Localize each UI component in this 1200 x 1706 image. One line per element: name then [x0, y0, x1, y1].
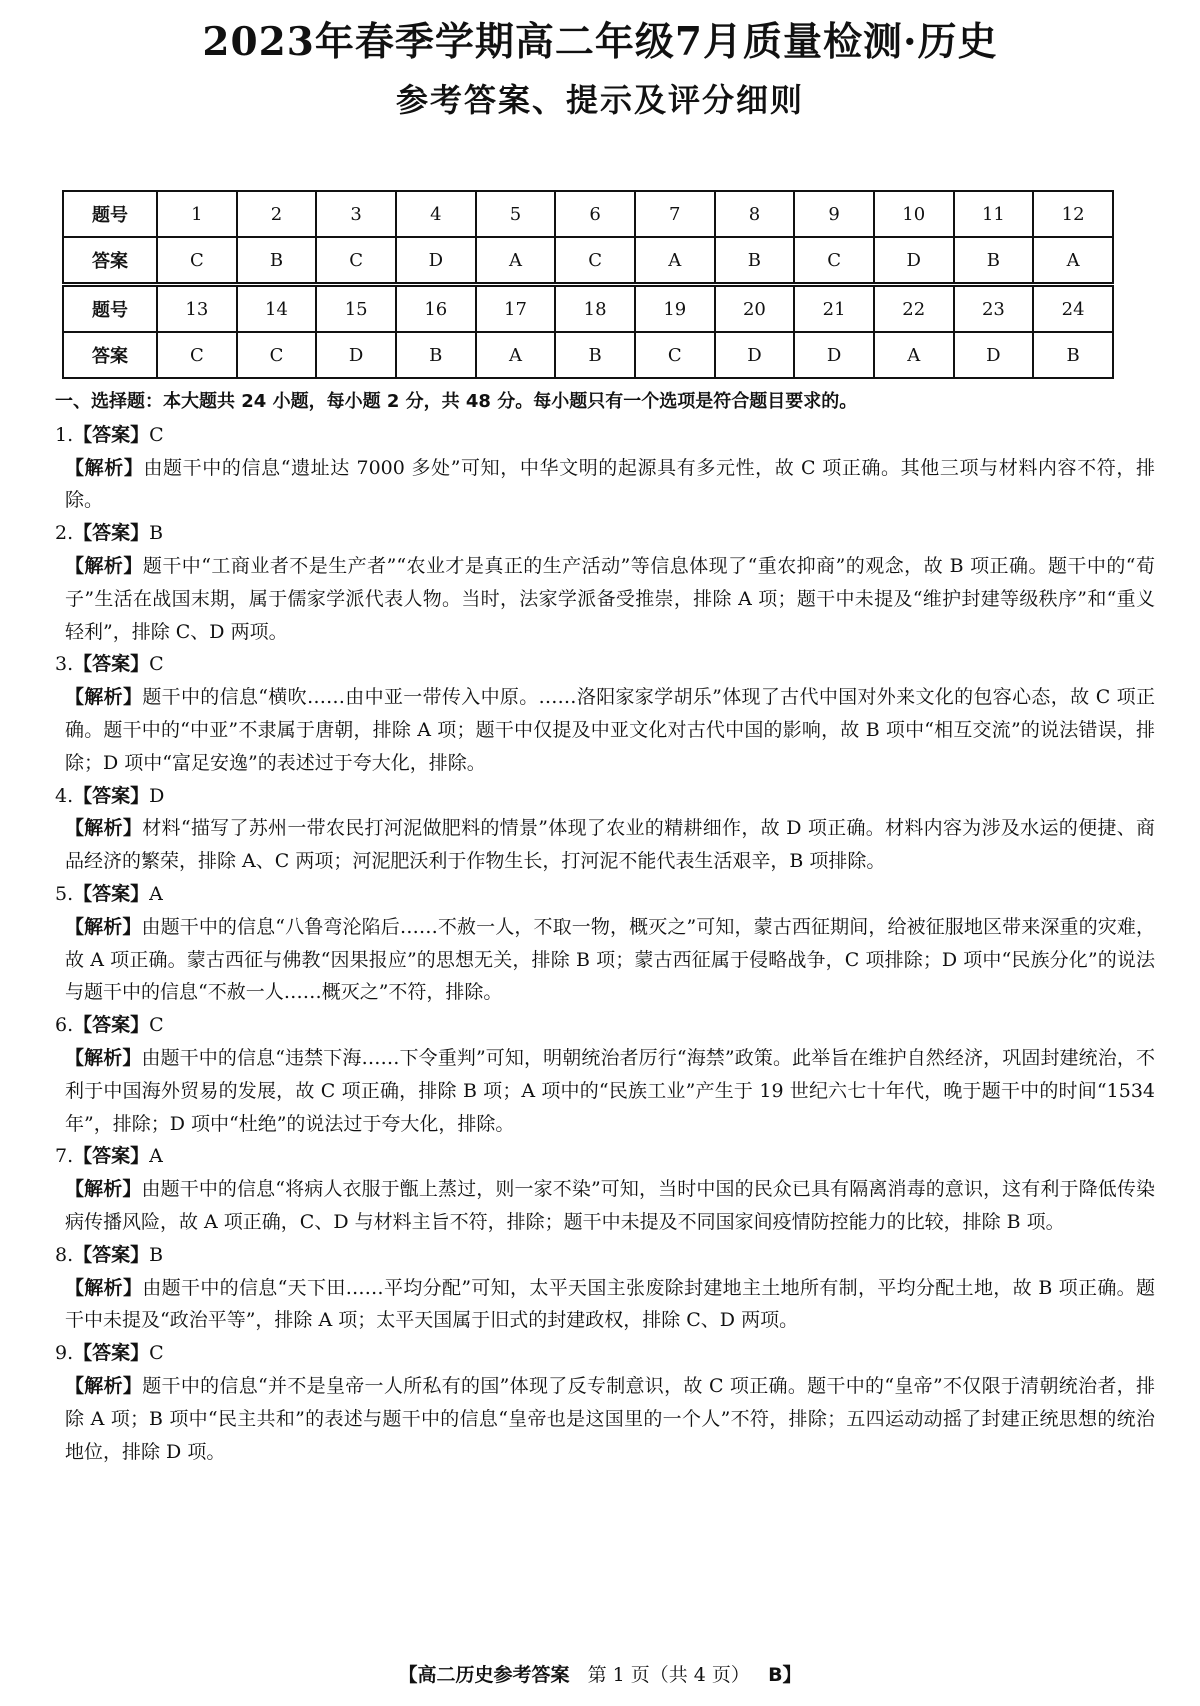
- analysis-tag: 【解析】: [65, 456, 144, 479]
- footer-left: 【高二历史参考答案: [398, 1664, 570, 1686]
- table-row-nums-1: [63, 191, 1113, 237]
- answer-value: A: [149, 1145, 163, 1168]
- analysis-content: 由题干中的信息“遗址达 7000 多处”可知，中华文明的起源具有多元性，故 C 项正确。其他三项与材料内容不符，排除。: [65, 456, 1155, 512]
- page-subtitle: 参考答案、提示及评分细则: [395, 81, 804, 119]
- analysis-tag: 【解析】: [65, 1276, 143, 1299]
- answer-value: C: [149, 1342, 164, 1365]
- table-cell: B: [396, 332, 476, 378]
- question-number: 2.: [55, 522, 74, 545]
- table-cell: C: [555, 237, 635, 285]
- analysis-tag: 【解析】: [65, 1178, 142, 1201]
- table-row-answers-2: [63, 332, 1113, 378]
- answer-value: A: [149, 882, 163, 905]
- analysis-content: 由题干中的信息“天下田……平均分配”可知，太平天国主张废除封建地主土地所有制，平均分配土地，故 B 项正确。题干中未提及“政治平等”，排除 A 项；太平天国属于旧式的封建政权，排除 C、D 两项。: [65, 1276, 1155, 1332]
- answer-tag: 【答案】: [73, 1342, 150, 1365]
- table-cell: C: [237, 332, 317, 378]
- analysis-text: [55, 681, 1155, 779]
- answer-tag: 【答案】: [73, 1014, 150, 1037]
- footer-page: 第 1 页（共 4 页）: [587, 1664, 750, 1686]
- analysis-text: [55, 911, 1155, 1009]
- analysis-text: [55, 1173, 1155, 1239]
- analysis-text: [55, 812, 1155, 878]
- answer-value: C: [149, 653, 164, 676]
- table-cell: D: [396, 237, 476, 285]
- answer-value: C: [149, 423, 164, 446]
- analysis-tag: 【解析】: [65, 1046, 142, 1069]
- analysis-content: 题干中的信息“并不是皇帝一人所私有的国”体现了反专制意识，故 C 项正确。题干中的“皇帝”不仅限于清朝统治者，排除 A 项；B 项中“民主共和”的表述与题干中的信息“皇帝也是这国里的一个人”不符，排除；五四运动动摇了封建正统思想的统治地位，排除 D 项。: [65, 1374, 1155, 1463]
- page-title: 2023年春季学期高二年级7月质量检测·历史: [202, 19, 998, 65]
- question-number: 4.: [55, 784, 74, 807]
- table-header-label: 题号: [63, 285, 157, 333]
- table-cell: D: [794, 332, 874, 378]
- answer-value: B: [149, 1243, 164, 1266]
- answer-tag: 【答案】: [73, 1243, 150, 1266]
- table-cell: B: [1033, 332, 1113, 378]
- table-cell: B: [237, 237, 317, 285]
- table-cell: 3: [316, 191, 396, 237]
- table-cell: 22: [874, 285, 954, 333]
- table-cell: 1: [157, 191, 237, 237]
- table-cell: 12: [1033, 191, 1113, 237]
- table-cell: B: [555, 332, 635, 378]
- analysis-tag: 【解析】: [65, 915, 142, 938]
- table-cell: C: [794, 237, 874, 285]
- table-cell: 21: [794, 285, 874, 333]
- answer-tag: 【答案】: [73, 882, 150, 905]
- answer-tag: 【答案】: [73, 1145, 150, 1168]
- table-cell: 7: [635, 191, 715, 237]
- answer-list: [55, 419, 1155, 1469]
- table-cell: C: [157, 237, 237, 285]
- table-cell: 4: [396, 191, 476, 237]
- answer-item: [55, 1337, 1155, 1370]
- table-cell: 10: [874, 191, 954, 237]
- question-number: 9.: [55, 1342, 74, 1365]
- table-cell: B: [954, 237, 1034, 285]
- question-number: 3.: [55, 653, 74, 676]
- table-cell: A: [476, 332, 556, 378]
- answer-body: [55, 386, 1155, 1468]
- table-cell: 2: [237, 191, 317, 237]
- table-cell: 20: [715, 285, 795, 333]
- table-cell: D: [316, 332, 396, 378]
- table-cell: 16: [396, 285, 476, 333]
- table-cell: 18: [555, 285, 635, 333]
- table-cell: C: [635, 332, 715, 378]
- answer-table: [62, 190, 1114, 379]
- question-number: 1.: [55, 423, 74, 446]
- table-cell: A: [635, 237, 715, 285]
- analysis-tag: 【解析】: [65, 554, 143, 577]
- table-cell: A: [1033, 237, 1113, 285]
- answer-item: [55, 1009, 1155, 1042]
- table-cell: 15: [316, 285, 396, 333]
- page-footer: [0, 1660, 1200, 1687]
- analysis-text: [55, 550, 1155, 648]
- table-cell: 24: [1033, 285, 1113, 333]
- analysis-text: [55, 452, 1155, 518]
- table-header-label: 题号: [63, 191, 157, 237]
- answer-tag: 【答案】: [73, 423, 150, 446]
- table-cell: A: [874, 332, 954, 378]
- table-cell: 6: [555, 191, 635, 237]
- table-cell: 17: [476, 285, 556, 333]
- question-number: 5.: [55, 882, 74, 905]
- analysis-content: 由题干中的信息“八鲁弯沦陷后……不赦一人，不取一物，概灭之”可知，蒙古西征期间，给被征服地区带来深重的灾难，故 A 项正确。蒙古西征与佛教“因果报应”的思想无关，排除 B 项；蒙古西征属于侵略战争，C 项排除；D 项中“民族分化”的说法与题干中的信息“不赦一人……概灭之”不符，排除。: [65, 915, 1155, 1004]
- table-cell: 9: [794, 191, 874, 237]
- answer-value: D: [149, 784, 165, 807]
- section-heading: 一、选择题：本大题共 24 小题，每小题 2 分，共 48 分。每小题只有一个选项是符合题目要求的。: [55, 391, 858, 412]
- answer-tag: 【答案】: [73, 784, 150, 807]
- analysis-tag: 【解析】: [65, 686, 143, 709]
- table-cell: 13: [157, 285, 237, 333]
- question-number: 7.: [55, 1145, 74, 1168]
- table-cell: C: [316, 237, 396, 285]
- table-cell: 14: [237, 285, 317, 333]
- analysis-text: [55, 1272, 1155, 1338]
- analysis-tag: 【解析】: [65, 817, 143, 840]
- table-cell: D: [874, 237, 954, 285]
- answer-item: [55, 780, 1155, 813]
- table-cell: D: [954, 332, 1034, 378]
- analysis-content: 由题干中的信息“违禁下海……下令重判”可知，明朝统治者厉行“海禁”政策。此举旨在维护自然经济，巩固封建统治，不利于中国海外贸易的发展，故 C 项正确，排除 B 项；A 项中的“民族工业”产生于 19 世纪六七十年代，晚于题干中的时间“1534 年”，排除；D 项中“杜绝”的说法过于夸大化，排除。: [65, 1046, 1155, 1135]
- answer-item: [55, 1239, 1155, 1272]
- table-cell: 19: [635, 285, 715, 333]
- analysis-content: 题干中的信息“横吹……由中亚一带传入中原。……洛阳家家学胡乐”体现了古代中国对外来文化的包容心态，故 C 项正确。题干中的“中亚”不隶属于唐朝，排除 A 项；题干中仅提及中亚文化对古代中国的影响，故 B 项中“相互交流”的说法错误，排除；D 项中“富足安逸”的表述过于夸大化，排除。: [65, 686, 1155, 774]
- analysis-text: [55, 1042, 1155, 1140]
- question-number: 6.: [55, 1014, 74, 1037]
- analysis-content: 材料“描写了苏州一带农民打河泥做肥料的情景”体现了农业的精耕细作，故 D 项正确。材料内容为涉及水运的便捷、商品经济的繁荣，排除 A、C 两项；河泥肥沃利于作物生长，打河泥不能代表生活艰辛，B 项排除。: [65, 817, 1155, 873]
- analysis-text: [55, 1370, 1155, 1468]
- table-row-answers-1: [63, 237, 1113, 285]
- answer-item: [55, 419, 1155, 452]
- table-row-nums-2: [63, 285, 1113, 333]
- answer-value: C: [149, 1014, 164, 1037]
- table-cell: D: [715, 332, 795, 378]
- table-cell: A: [476, 237, 556, 285]
- answer-item: [55, 878, 1155, 911]
- answer-tag: 【答案】: [73, 653, 150, 676]
- footer-right: B】: [768, 1664, 802, 1686]
- analysis-content: 题干中“工商业者不是生产者”“农业才是真正的生产活动”等信息体现了“重农抑商”的观念，故 B 项正确。题干中的“荀子”生活在战国末期，属于儒家学派代表人物。当时，法家学派备受推崇，排除 A 项；题干中未提及“维护封建等级秩序”和“重义轻利”，排除 C、D 两项。: [65, 554, 1155, 643]
- analysis-tag: 【解析】: [65, 1374, 143, 1397]
- table-answer-label: 答案: [63, 237, 157, 285]
- question-number: 8.: [55, 1243, 74, 1266]
- table-cell: 11: [954, 191, 1034, 237]
- table-cell: 23: [954, 285, 1034, 333]
- answer-tag: 【答案】: [73, 522, 150, 545]
- answer-item: [55, 1140, 1155, 1173]
- answer-item: [55, 648, 1155, 681]
- answer-item: [55, 517, 1155, 550]
- table-cell: 8: [715, 191, 795, 237]
- answer-value: B: [149, 522, 164, 545]
- analysis-content: 由题干中的信息“将病人衣服于甑上蒸过，则一家不染”可知，当时中国的民众已具有隔离消毒的意识，这有利于降低传染病传播风险，故 A 项正确，C、D 与材料主旨不符，排除；题干中未提及不同国家间疫情防控能力的比较，排除 B 项。: [65, 1178, 1155, 1233]
- table-answer-label: 答案: [63, 332, 157, 378]
- table-cell: C: [157, 332, 237, 378]
- table-cell: 5: [476, 191, 556, 237]
- table-cell: B: [715, 237, 795, 285]
